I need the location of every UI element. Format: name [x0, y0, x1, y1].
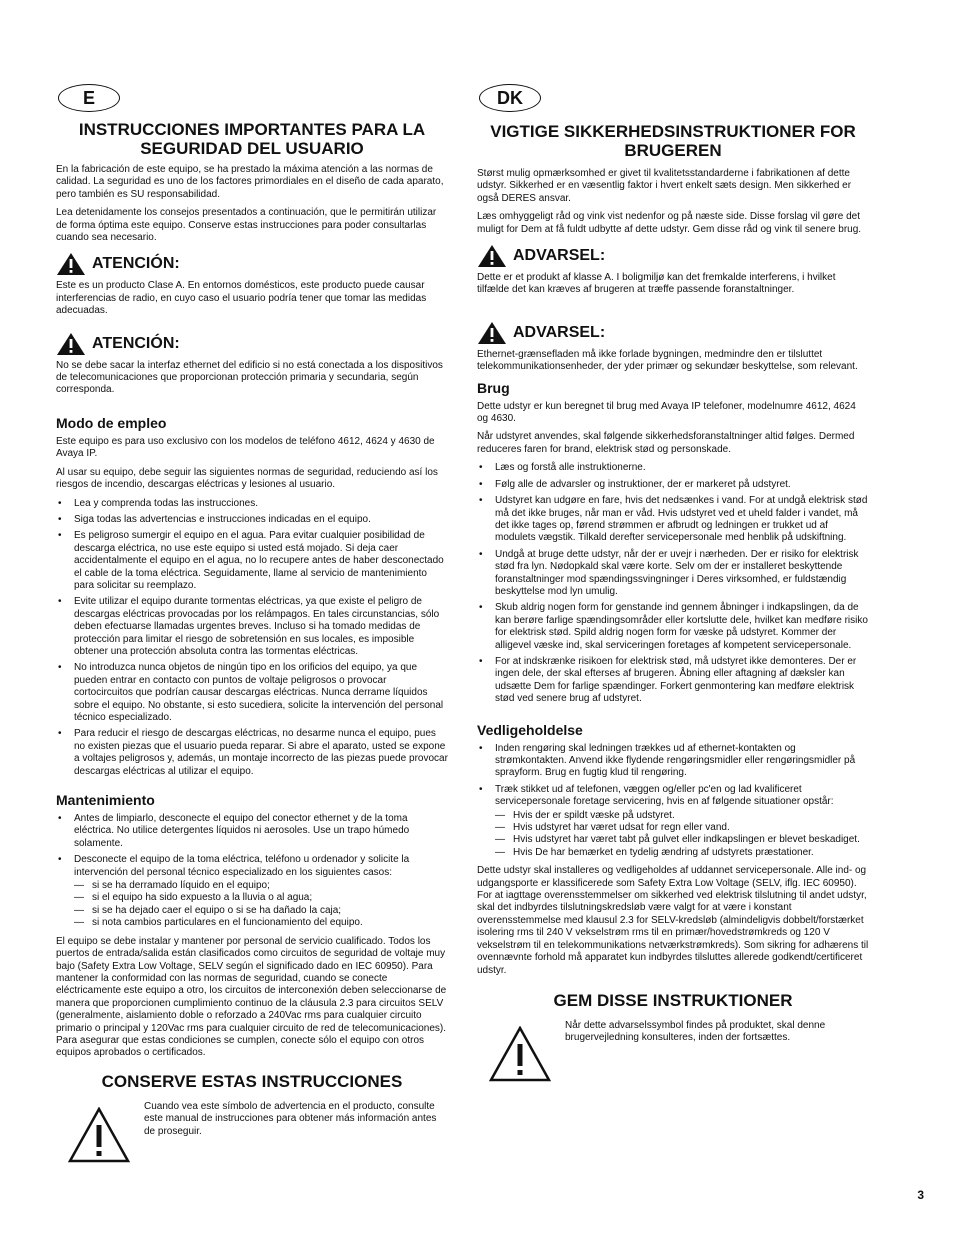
- warning-triangle-icon: [56, 332, 86, 356]
- list-item: • Evite utilizar el equipo durante tormentas eléctricas, ya que existe el peligro de descargas eléctricas provocadas por los relámpagos. En tales circunstancias, sólo deben efectuarse llamadas urgentes breves. Incluso si ha tomado medidas de protección para limitar el riesgo de sobretensión en sus locales, es imposible obtener una protección absoluta contra las tormentas eléctricas.: [56, 596, 448, 658]
- list-item: [477, 784, 869, 859]
- sub-list: [74, 880, 448, 930]
- list-item-text: Træk stikket ud af telefonen, væggen og/eller pc'en og lad kvalificeret servicepersonale foretage servicering, hvis en af følgende situationer opstår:: [495, 783, 834, 808]
- caution-symbol-icon: [68, 1107, 130, 1163]
- save-instructions-block: [56, 1097, 448, 1163]
- page-number: 3: [917, 1188, 924, 1202]
- column-danish: [477, 84, 869, 1082]
- sub-list-item: — Hvis udstyret har været tabt på gulvet eller indkapslingen er blevet beskadiget.: [495, 834, 869, 846]
- usage-heading: Modo de empleo: [56, 414, 167, 431]
- sub-list-item: — Hvis De har bemærket en tydelig ændring af udstyrets præstationer.: [495, 847, 869, 859]
- warning-text: Ethernet-grænsefladen må ikke forlade bygningen, medmindre den er tilsluttet telekommunikationsenheder, der yder primær og sekundær beskyttelse, som relevant.: [477, 348, 858, 373]
- sub-list-item: — Hvis der er spildt væske på udstyret.: [495, 810, 869, 822]
- warning-triangle-icon: [56, 252, 86, 276]
- list-item: • Es peligroso sumergir el equipo en el agua. Para evitar cualquier posibilidad de descarga eléctrica, no use este equipo si usted está mojado. Si deja caer accidentalmente el equipo en el agua, no lo recupere antes de haber desconectado el cable de la toma eléctrica. Seguidamente, llame al servicio de mantenimiento para solicitar su reemplazo.: [56, 530, 448, 592]
- list-item: • Skub aldrig nogen form for genstande ind gennem åbninger i indkapslingen, da de kan berøre farlige spændingsområder eller kortslutte dele, hvilket kan medføre risiko for elektrisk stød. Spild aldrig nogen form for væske på udstyret. Kommer der alligevel væske ind, skal serviceringen foretages af kompetent servicepersonale.: [477, 602, 869, 652]
- usage-list: [477, 462, 869, 705]
- sub-list-item: — si se ha dejado caer el equipo o si se ha dañado la caja;: [74, 905, 448, 917]
- intro-paragraph: Lea detenidamente los consejos presentados a continuación, que le permitirán utilizar de forma óptima este equipo. Conserve estas instrucciones para poder consultarlas cuando sea necesario.: [56, 207, 437, 244]
- warning-heading: [477, 244, 869, 268]
- language-badge: E: [58, 84, 120, 112]
- warning-title: ADVARSEL:: [513, 247, 606, 265]
- warning-text: Este es un producto Clase A. En entornos domésticos, este producto puede causar interferencias de radio, en cuyo caso el usuario podría tener que tomar las medidas adecuadas.: [56, 280, 427, 317]
- sub-list: [495, 810, 869, 860]
- language-badge: DK: [479, 84, 541, 112]
- maintenance-paragraph: El equipo se debe instalar y mantener por personal de servicio cualificado. Todos los puertos de entrada/salida están clasificados como circuitos de seguridad de voltaje muy bajo (Safety Extra Low Voltage, SELV según el significado dado en IEC 60950). Para mantener la conformidad con las normas de seguridad, cuando se conecte eléctricamente este equipo a otro, los circuitos de interconexión deben seleccionarse de manera que proporcionen cumplimiento continuo de la cláusula 2.3 para circuitos SELV (generalmente, aislamiento doble o reforzado a 240Vac rms para cualquier circuito primario o principal y 120Vac rms para cualquier circuito de red de telecomunicaciones). Para asegurar que estas condiciones se cumplen, conecte sólo el equipo con otros equipos aprobados o certificados.: [56, 935, 447, 1059]
- save-instructions-text: Cuando vea este símbolo de advertencia en el producto, consulte este manual de instrucciones para obtener más información antes de proseguir.: [144, 1100, 437, 1137]
- usage-paragraph: Dette udstyr er kun beregnet til brug med Avaya IP telefoner, modelnumre 4612, 4624 og 4630.: [477, 400, 856, 425]
- sub-list-item: — Hvis udstyret har været udsat for regn eller vand.: [495, 822, 869, 834]
- intro-paragraph: Størst mulig opmærksomhed er givet til kvalitetsstandarderne i fabrikationen af dette udstyr. Sikkerhed er en væsentlig faktor i hvert enkelt sæts design. Men sikkerhed er også DERES ansvar.: [477, 168, 852, 204]
- usage-heading: Brug: [477, 379, 510, 396]
- maintenance-paragraph: Dette udstyr skal installeres og vedligeholdes af uddannet servicepersonale. Alle ind- og udgangsporte er klassificerede som Safety Extra Low Voltage (SELV, iflg. IEC 60950). For at iagttage overensstemmelser om sikkerhed ved elektrisk tilslutning til andet udstyr, skal det indbyrdes tilslutningskredsløb være valgt for at være i konstant overensstemmelse med klausul 2.3 for SELV-kredsløb (almindeligvis dobbelt/forstærket isolering rms til 240 V vekselstrøm rms til en primær/hovedstrømkreds og 120 V vekselstrøm til en telekommunikations netværkstrømkreds). Som sikring for adhærens til ovennævnte forhold må apparatet kun indbyrdes tilsluttes allerede godkendt/certificeret udstyr.: [477, 865, 869, 976]
- sub-list-item: — si el equipo ha sido expuesto a la lluvia o al agua;: [74, 892, 448, 904]
- maintenance-heading: Vedligeholdelse: [477, 721, 583, 738]
- warning-title: ATENCIÓN:: [92, 255, 180, 273]
- usage-list: [56, 498, 448, 779]
- warning-title: ATENCIÓN:: [92, 334, 180, 352]
- usage-paragraph: Este equipo es para uso exclusivo con los modelos de teléfono 4612, 4624 y 4630 de Avaya IP.: [56, 435, 435, 460]
- save-instructions-title: GEM DISSE INSTRUKTIONER: [553, 990, 793, 1010]
- warning-heading: [56, 332, 448, 356]
- warning-triangle-icon: [477, 244, 507, 268]
- save-instructions-block: [477, 1016, 869, 1082]
- warning-title: ADVARSEL:: [513, 323, 606, 341]
- list-item: [56, 854, 448, 929]
- list-item: • Siga todas las advertencias e instrucciones indicadas en el equipo.: [56, 514, 448, 526]
- warning-triangle-icon: [477, 321, 507, 345]
- maintenance-list: [56, 813, 448, 930]
- warning-text: No se debe sacar la interfaz ethernet del edificio si no está conectada a los dispositivos de telecomunicaciones que proporcionan protección primaria y secundaria, según corresponda.: [56, 359, 443, 396]
- warning-heading: [56, 252, 448, 276]
- list-item: • Følg alle de advarsler og instruktioner, der er markeret på udstyret.: [477, 479, 869, 491]
- sub-list-item: — si se ha derramado líquido en el equipo;: [74, 880, 448, 892]
- maintenance-heading: Mantenimiento: [56, 792, 155, 809]
- sub-list-item: — si nota cambios particulares en el funcionamiento del equipo.: [74, 917, 448, 929]
- usage-paragraph: Når udstyret anvendes, skal følgende sikkerhedsforanstaltninger altid følges. Dermed reduceres faren for brand, elektrisk stød og personskade.: [477, 431, 855, 455]
- list-item: • Inden rengøring skal ledningen trækkes ud af ethernet-kontakten og strømkontakten. Anvend ikke flydende rengøringsmidler eller rengøringsmidler på sprayform. Brug en fugtig klud til rengøring.: [477, 743, 869, 780]
- column-spanish: [56, 84, 448, 1163]
- list-item-text: Desconecte el equipo de la toma eléctrica, teléfono u ordenador y solicite la intervención del personal técnico especializado en los siguientes casos:: [74, 854, 410, 878]
- warning-text: Dette er et produkt af klasse A. I boligmiljø kan det fremkalde interferens, i hvilket tilfælde det kan kræves af brugeren at træffe passende foranstaltninger.: [477, 272, 836, 296]
- intro-paragraph: Læs omhyggeligt råd og vink vist nedenfor og på næste side. Disse forslag vil gøre det muligt for Dem at få fuldt udbytte af dette udstyr. Gem disse råd og vink til senere brug.: [477, 211, 862, 235]
- list-item: • Undgå at bruge dette udstyr, når der er uvejr i nærheden. Der er risiko for elektrisk stød fra lyn. Nødopkald skal være korte. Selv om der er installeret beskyttende foranstaltninger mod spændingssvingninger i Deres virksomhed, er fuldstændig beskyttelse mod lyn umulig.: [477, 549, 869, 599]
- intro-paragraph: En la fabricación de este equipo, se ha prestado la máxima atención a las normas de calidad. La seguridad es uno de los factores primordiales en el diseño de cada aparato, pero también es SU responsabilidad.: [56, 164, 444, 200]
- list-item: • Udstyret kan udgøre en fare, hvis det nedsænkes i vand. For at undgå elektrisk stød må det ikke bruges, når man er våd. Hvis udstyret ved et uheld falder i vandet, må det ikke tages op, førend strømmen er afbrudt og ledningen er trukket ud af modulets vægstik. Tilkald derefter servicepersonale med henblik på udskiftning.: [477, 495, 869, 545]
- list-item: • No introduzca nunca objetos de ningún tipo en los orificios del equipo, ya que pueden entrar en contacto con puntos de voltaje peligrosos o provocar cortocircuitos que podrían causar descargas eléctricas. Nunca derrame líquidos sobre el equipo. No obstante, si esto sucediera, solicite la intervención del personal técnico especializado.: [56, 662, 448, 724]
- usage-paragraph: Al usar su equipo, debe seguir las siguientes normas de seguridad, reduciendo así los riesgos de incendio, descargas eléctricas y lesiones al usuario.: [56, 466, 438, 491]
- caution-symbol-icon: [489, 1026, 551, 1082]
- list-item: • For at indskrænke risikoen for elektrisk stød, må udstyret ikke demonteres. Der er ingen dele, der skal efterses af brugeren. Åbning eller aftagning af dæksler kan udsætte Dem for farlige spændinger. Forkert genmontering kan medføre elektrisk stød ved senere brug af udstyret.: [477, 656, 869, 706]
- save-instructions-title: CONSERVE ESTAS INSTRUCCIONES: [101, 1071, 403, 1091]
- list-item: • Læs og forstå alle instruktionerne.: [477, 462, 869, 474]
- section-title: INSTRUCCIONES IMPORTANTES PARA LA SEGURIDAD DEL USUARIO: [78, 120, 426, 158]
- warning-heading: [477, 321, 869, 345]
- list-item: • Lea y comprenda todas las instrucciones.: [56, 498, 448, 510]
- section-title: VIGTIGE SIKKERHEDSINSTRUKTIONER FOR BRUGEREN: [490, 122, 856, 160]
- list-item: • Antes de limpiarlo, desconecte el equipo del conector ethernet y de la toma eléctrica. No utilice detergentes líquidos ni aerosoles. Use un trapo húmedo solamente.: [56, 813, 448, 850]
- list-item: • Para reducir el riesgo de descargas eléctricas, no desarme nunca el equipo, pues no existen piezas que el usuario pueda reparar. Si abre el aparato, usted se expone a voltajes peligrosos y, además, un montaje incorrecto de las piezas puede provocar descargas eléctricas al utilizar el equipo.: [56, 728, 448, 778]
- save-instructions-text: Når dette advarselssymbol findes på produktet, skal denne brugervejledning konsulteres, inden der fortsættes.: [565, 1019, 826, 1044]
- maintenance-list: [477, 743, 869, 860]
